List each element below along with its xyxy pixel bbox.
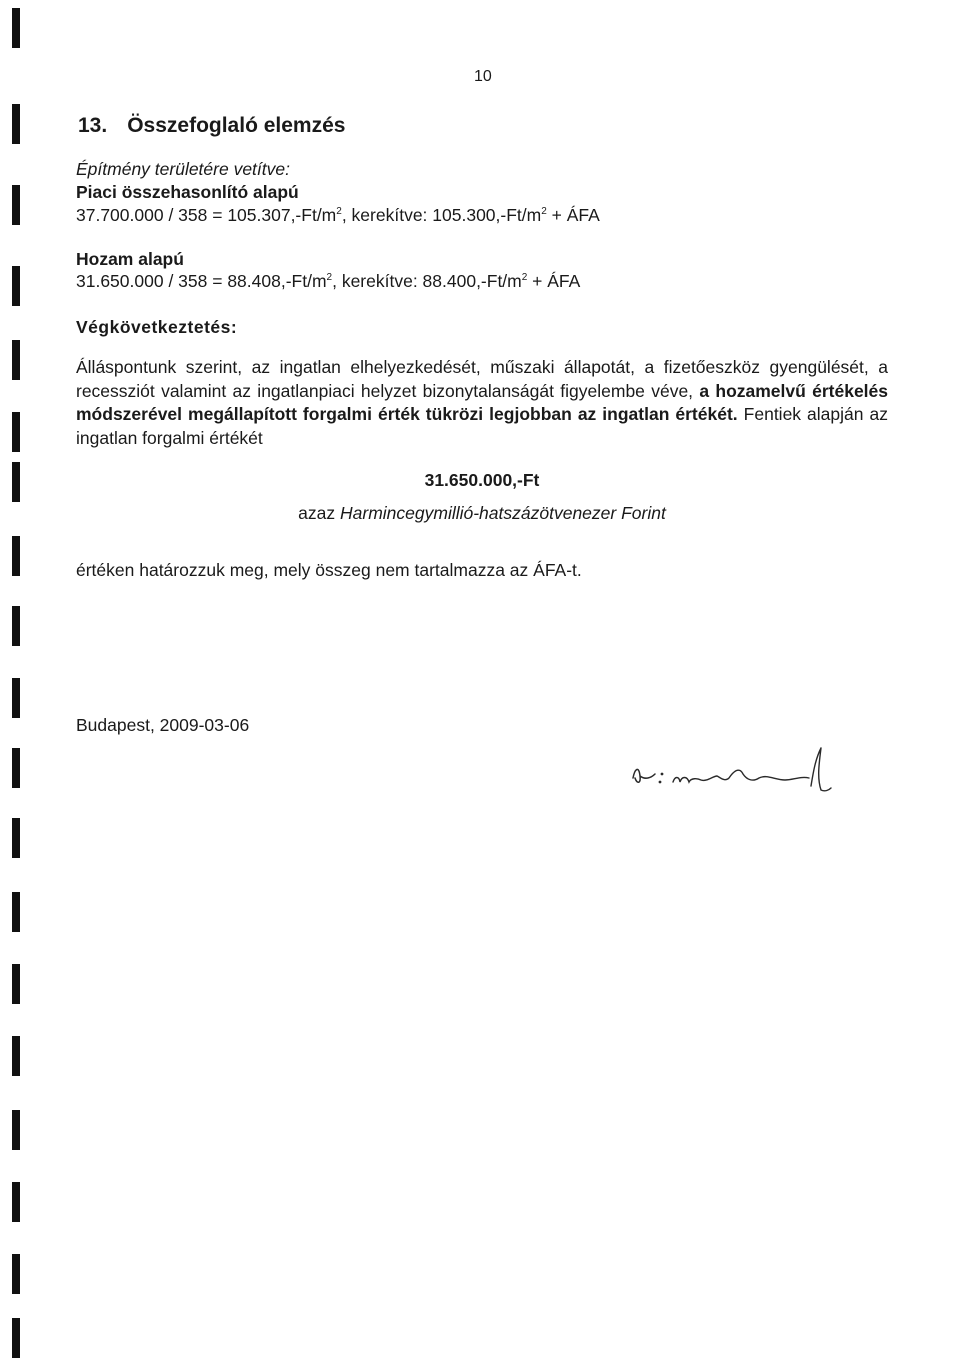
- section-title: Összefoglaló elemzés: [127, 114, 346, 137]
- market-value-in-words: azaz Harmincegymillió-hatszázötvenezer Forint: [298, 503, 666, 523]
- section-heading: [78, 114, 345, 138]
- conclusion-title: Végkövetkeztetés:: [76, 317, 238, 337]
- income-approach-title: Hozam alapú: [76, 249, 184, 269]
- market-value-amount: 31.650.000,-Ft: [424, 470, 540, 490]
- conclusion-emphasis: a hozamelvű értékelés módszerével megállapított forgalmi érték tükrözi legjobban az ingatlan értékét.: [76, 380, 889, 424]
- binding-holes: [10, 0, 24, 1358]
- page-number: 10: [474, 68, 492, 85]
- projection-label: Építmény területére vetítve:: [76, 159, 290, 179]
- market-approach-calculation: $37.700.000 / 358 = 105.307,-Ft/m^2$, kerekítve: $105.300,-Ft/m^2$ + ÁFA: [76, 205, 600, 225]
- market-approach-title: Piaci összehasonlító alapú: [76, 182, 299, 202]
- section-number: 13.: [78, 114, 108, 137]
- income-approach-calculation: $31.650.000 / 358 = 88.408,-Ft/m^2$, kerekítve: $88.400,-Ft/m^2$ + ÁFA: [76, 271, 581, 291]
- place-and-date: Budapest, 2009-03-06: [76, 715, 250, 735]
- closing-sentence: értéken határozzuk meg, mely összeg nem tartalmazza az ÁFA-t.: [76, 560, 582, 580]
- handwritten-signature: [625, 738, 855, 798]
- conclusion-paragraph: Álláspontunk szerint, az ingatlan elhelyezkedését, műszaki állapotát, a fizetőeszköz gyengülését, a recessziót valamint az ingatlanpiaci helyzet bizonytalanságát figyelembe véve, a hozamelvű értékelés módszerével megállapított forgalmi érték tükrözi legjobban az ingatlan értékét. Fentiek alapján az ingatlan forgalmi értékét: [76, 357, 889, 448]
